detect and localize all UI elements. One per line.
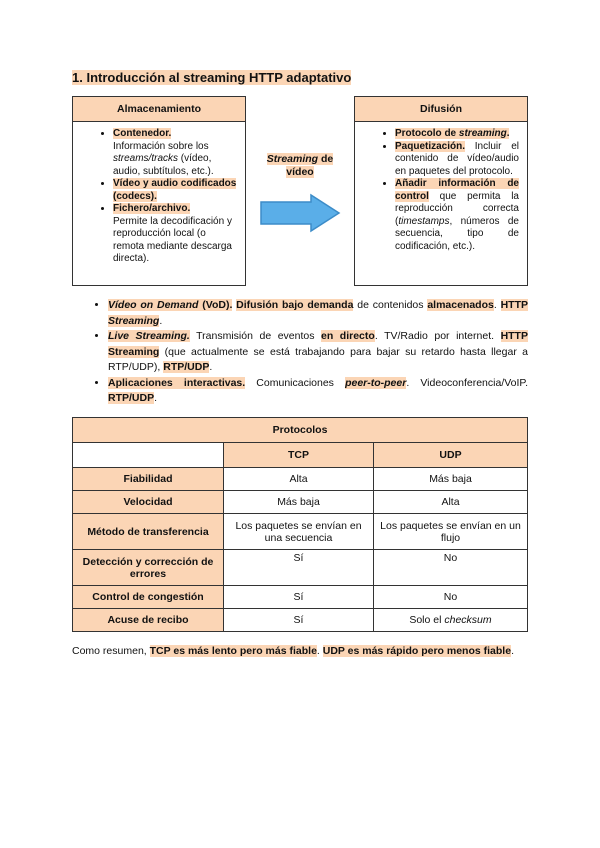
column-header-udp: UDP (374, 443, 528, 468)
cell-tcp: Sí (224, 609, 374, 632)
list-item: • Aplicaciones interactivas. Comunicaciones peer-to-peer. Videoconferencia/VoIP. RTP/UDP. (108, 376, 528, 407)
list-item: • Fichero/archivo. Permite la decodificación y reproducción local (o remota mediante descarga directa). (113, 203, 237, 266)
streaming-label: Streaming de vídeo (266, 153, 334, 178)
list-item: • Protocolo de streaming. (395, 128, 519, 141)
arrow-shape (261, 195, 339, 231)
cell-udp: No (374, 550, 528, 586)
table-title: Protocolos (73, 418, 528, 443)
storage-box (72, 96, 246, 286)
list-item: • Contenedor. Información sobre los streams/tracks (vídeo, audio, subtítulos, etc.). (113, 128, 237, 178)
column-header-tcp: TCP (224, 443, 374, 468)
cell-tcp: Más baja (224, 491, 374, 514)
row-label: Detección y corrección de errores (73, 550, 224, 586)
diffusion-heading: Difusión (355, 97, 527, 122)
cell-tcp: Alta (224, 468, 374, 491)
section-title: 1. Introducción al streaming HTTP adaptativo (72, 70, 352, 85)
diffusion-box (354, 96, 528, 286)
summary-paragraph: Como resumen, TCP es más lento pero más fiable. UDP es más rápido pero menos fiable. (72, 645, 514, 657)
row-label: Velocidad (73, 491, 224, 514)
row-label: Método de transferencia (73, 514, 224, 550)
cell-udp: Alta (374, 491, 528, 514)
table-row (73, 514, 528, 550)
table-row (73, 550, 528, 586)
table-row (73, 491, 528, 514)
table-header-row (73, 443, 528, 468)
row-label: Fiabilidad (73, 468, 224, 491)
cell-udp: Más baja (374, 468, 528, 491)
list-item: • Vídeo on Demand (VoD). Difusión bajo demanda de contenidos almacenados. HTTP Streaming. (108, 298, 528, 329)
arrow-right-icon (259, 193, 341, 233)
row-label: Acuse de recibo (73, 609, 224, 632)
streaming-types-list (72, 298, 528, 407)
cell-tcp: Sí (224, 586, 374, 609)
list-item: • Añadir información de control que permita la reproducción correcta (timestamps, números de secuencia, tipo de codificación, etc.). (395, 178, 519, 253)
table-corner (73, 443, 224, 468)
cell-udp: Los paquetes se envían en un flujo (374, 514, 528, 550)
table-row (73, 468, 528, 491)
cell-tcp: Los paquetes se envían en una secuencia (224, 514, 374, 550)
diffusion-list (355, 128, 527, 253)
row-label: Control de congestión (73, 586, 224, 609)
storage-list (73, 128, 245, 266)
cell-tcp: Sí (224, 550, 374, 586)
list-item: • Live Streaming. Transmisión de eventos en directo. TV/Radio por internet. HTTP Streaming (que actualmente se está trabajando para bajar su retardo hasta llegar a RTP/UDP), RTP/UDP. (108, 329, 528, 376)
table-row (73, 586, 528, 609)
table-title-row (73, 418, 528, 443)
storage-heading: Almacenamiento (73, 97, 245, 122)
list-item: • Vídeo y audio codificados (codecs). (113, 178, 237, 203)
table-row (73, 609, 528, 632)
list-item: • Paquetización. Incluir el contenido de vídeo/audio en paquetes del protocolo. (395, 141, 519, 179)
cell-udp: No (374, 586, 528, 609)
cell-udp: Solo el checksum (374, 609, 528, 632)
protocols-table (72, 417, 528, 632)
